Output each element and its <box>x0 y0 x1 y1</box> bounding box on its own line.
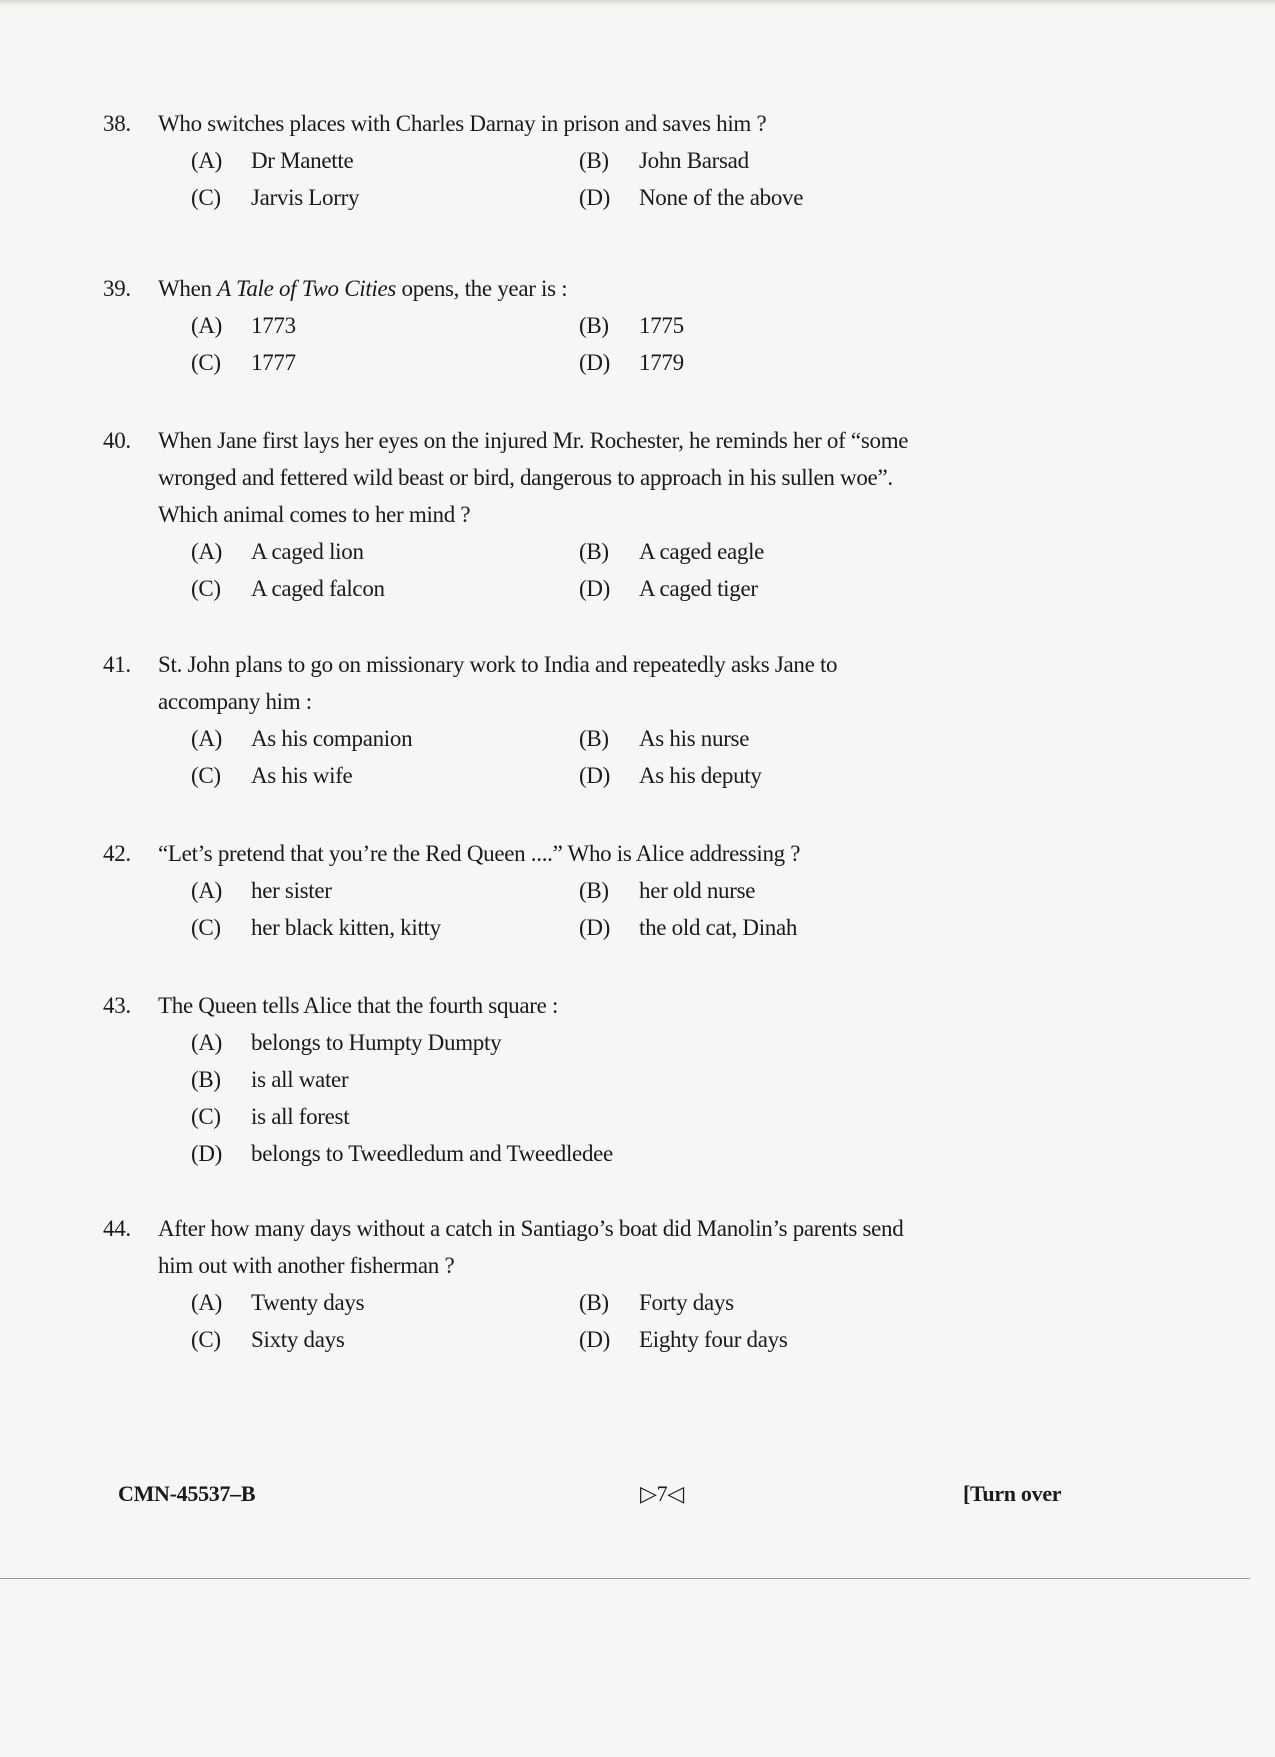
option-a: (A) belongs to Humpty Dumpty <box>191 1030 502 1055</box>
option-a: (A) her sister <box>191 878 332 903</box>
question-43 <box>103 987 963 1172</box>
options <box>103 1284 983 1358</box>
option-a: (A) Twenty days <box>191 1290 365 1315</box>
option-c: (C) 1777 <box>191 350 296 375</box>
option-c: (C) As his wife <box>191 763 353 788</box>
option-d: (D) None of the above <box>579 185 804 210</box>
option-d: (D) belongs to Tweedledum and Tweedledee <box>191 1141 613 1166</box>
option-a: (A) Dr Manette <box>191 148 354 173</box>
option-b: (B) her old nurse <box>579 878 756 903</box>
turn-over-note: [Turn over <box>963 1481 1062 1506</box>
options <box>103 720 963 794</box>
question-number: 44. <box>103 1216 131 1241</box>
question-39 <box>103 270 963 381</box>
question-40 <box>103 422 963 607</box>
question-38 <box>103 105 963 216</box>
question-42 <box>103 835 963 946</box>
option-d: (D) Eighty four days <box>579 1327 788 1352</box>
paper-code: CMN-45537–B <box>118 1481 256 1506</box>
option-c: (C) her black kitten, kitty <box>191 915 441 940</box>
question-stem: “Let’s pretend that you’re the Red Queen ....” Who is Alice addressing ? <box>158 841 801 866</box>
option-d: (D) A caged tiger <box>579 576 758 601</box>
question-number: 42. <box>103 841 131 866</box>
question-stem: Who switches places with Charles Darnay in prison and saves him ? <box>158 111 767 136</box>
question-number: 41. <box>103 652 131 677</box>
option-d: (D) As his deputy <box>579 763 762 788</box>
question-stem: St. John plans to go on missionary work to India and repeatedly asks Jane to accompany him : <box>158 652 838 714</box>
question-44 <box>103 1210 983 1358</box>
option-b: (B) Forty days <box>579 1290 734 1315</box>
option-c: (C) Sixty days <box>191 1327 345 1352</box>
options <box>103 307 963 381</box>
question-number: 39. <box>103 276 131 301</box>
options <box>103 1024 963 1172</box>
question-stem: After how many days without a catch in Santiago’s boat did Manolin’s parents send him out with another fisherman ? <box>158 1216 904 1278</box>
option-b: (B) is all water <box>191 1067 349 1092</box>
question-stem: When Jane first lays her eyes on the injured Mr. Rochester, he reminds her of “some wronged and fettered wild beast or bird, dangerous to approach in his sullen woe”. Which animal comes to her mind ? <box>158 428 909 527</box>
question-number: 40. <box>103 428 131 453</box>
option-b: (B) John Barsad <box>579 148 749 173</box>
option-a: (A) A caged lion <box>191 539 364 564</box>
option-c: (C) is all forest <box>191 1104 350 1129</box>
options <box>103 533 963 607</box>
options <box>103 142 963 216</box>
question-number: 38. <box>103 111 131 136</box>
option-c: (C) Jarvis Lorry <box>191 185 360 210</box>
option-a: (A) As his companion <box>191 726 413 751</box>
question-stem: The Queen tells Alice that the fourth square : <box>158 993 559 1018</box>
options <box>103 872 963 946</box>
page-number: ▷7◁ <box>640 1481 684 1506</box>
option-a: (A) 1773 <box>191 313 296 338</box>
question-41 <box>103 646 963 794</box>
option-c: (C) A caged falcon <box>191 576 385 601</box>
option-d: (D) the old cat, Dinah <box>579 915 798 940</box>
option-d: (D) 1779 <box>579 350 684 375</box>
bottom-rule <box>0 1578 1250 1579</box>
option-b: (B) 1775 <box>579 313 684 338</box>
question-stem: When A Tale of Two Cities opens, the year is : <box>158 276 568 301</box>
option-b: (B) As his nurse <box>579 726 750 751</box>
option-b: (B) A caged eagle <box>579 539 765 564</box>
question-number: 43. <box>103 993 131 1018</box>
